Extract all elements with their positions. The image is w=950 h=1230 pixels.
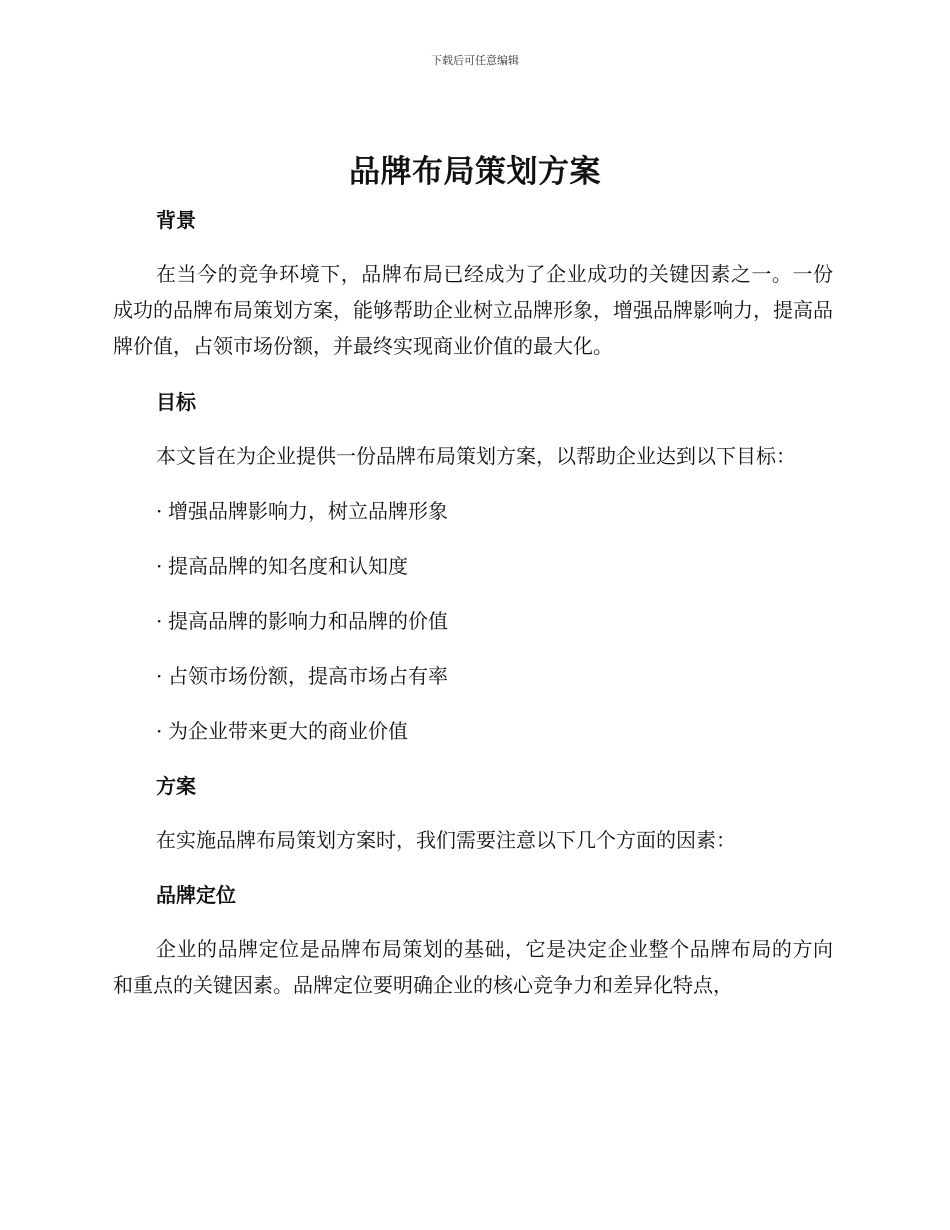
- list-item-text: 占领市场份额，提高市场占有率: [168, 664, 448, 688]
- section-positioning: [113, 877, 833, 913]
- section-goals: [113, 384, 833, 420]
- paragraph-background: 在当今的竞争环境下，品牌布局已经成为了企业成功的关键因素之一。一份成功的品牌布局策划方案，能够帮助企业树立品牌形象，增强品牌影响力，提高品牌价值，占领市场份额，并最终实现商业价值的最大化。: [113, 262, 833, 358]
- section-heading-positioning: 品牌定位: [156, 883, 236, 907]
- document-body: [113, 202, 833, 1003]
- list-item-text: 增强品牌影响力，树立品牌形象: [168, 499, 448, 523]
- list-item-text: 提高品牌的知名度和认知度: [168, 554, 408, 578]
- document-title: 品牌布局策划方案: [349, 154, 601, 190]
- header-note: 下载后可任意编辑: [431, 54, 519, 67]
- list-item: [113, 658, 833, 694]
- section-plan: [113, 768, 833, 804]
- list-item-text: 为企业带来更大的商业价值: [168, 719, 408, 743]
- goal-list: [113, 493, 833, 749]
- bullet-marker: ·: [156, 664, 163, 688]
- list-item: [113, 603, 833, 639]
- bullet-marker: ·: [156, 499, 163, 523]
- list-item: [113, 713, 833, 749]
- bullet-marker: ·: [156, 609, 163, 633]
- section-background: [113, 202, 833, 238]
- list-item: [113, 493, 833, 529]
- list-item: [113, 548, 833, 584]
- section-heading-plan: 方案: [156, 774, 196, 798]
- paragraph-plan: 在实施品牌布局策划方案时，我们需要注意以下几个方面的因素：: [156, 828, 736, 852]
- section-heading-goals: 目标: [156, 390, 196, 414]
- bullet-marker: ·: [156, 554, 163, 578]
- paragraph-goals: 本文旨在为企业提供一份品牌布局策划方案，以帮助企业达到以下目标：: [156, 444, 796, 468]
- paragraph-positioning: 企业的品牌定位是品牌布局策划的基础，它是决定企业整个品牌布局的方向和重点的关键因素。品牌定位要明确企业的核心竞争力和差异化特点，: [113, 937, 833, 997]
- list-item-text: 提高品牌的影响力和品牌的价值: [168, 609, 448, 633]
- section-heading-background: 背景: [156, 208, 196, 232]
- bullet-marker: ·: [156, 719, 163, 743]
